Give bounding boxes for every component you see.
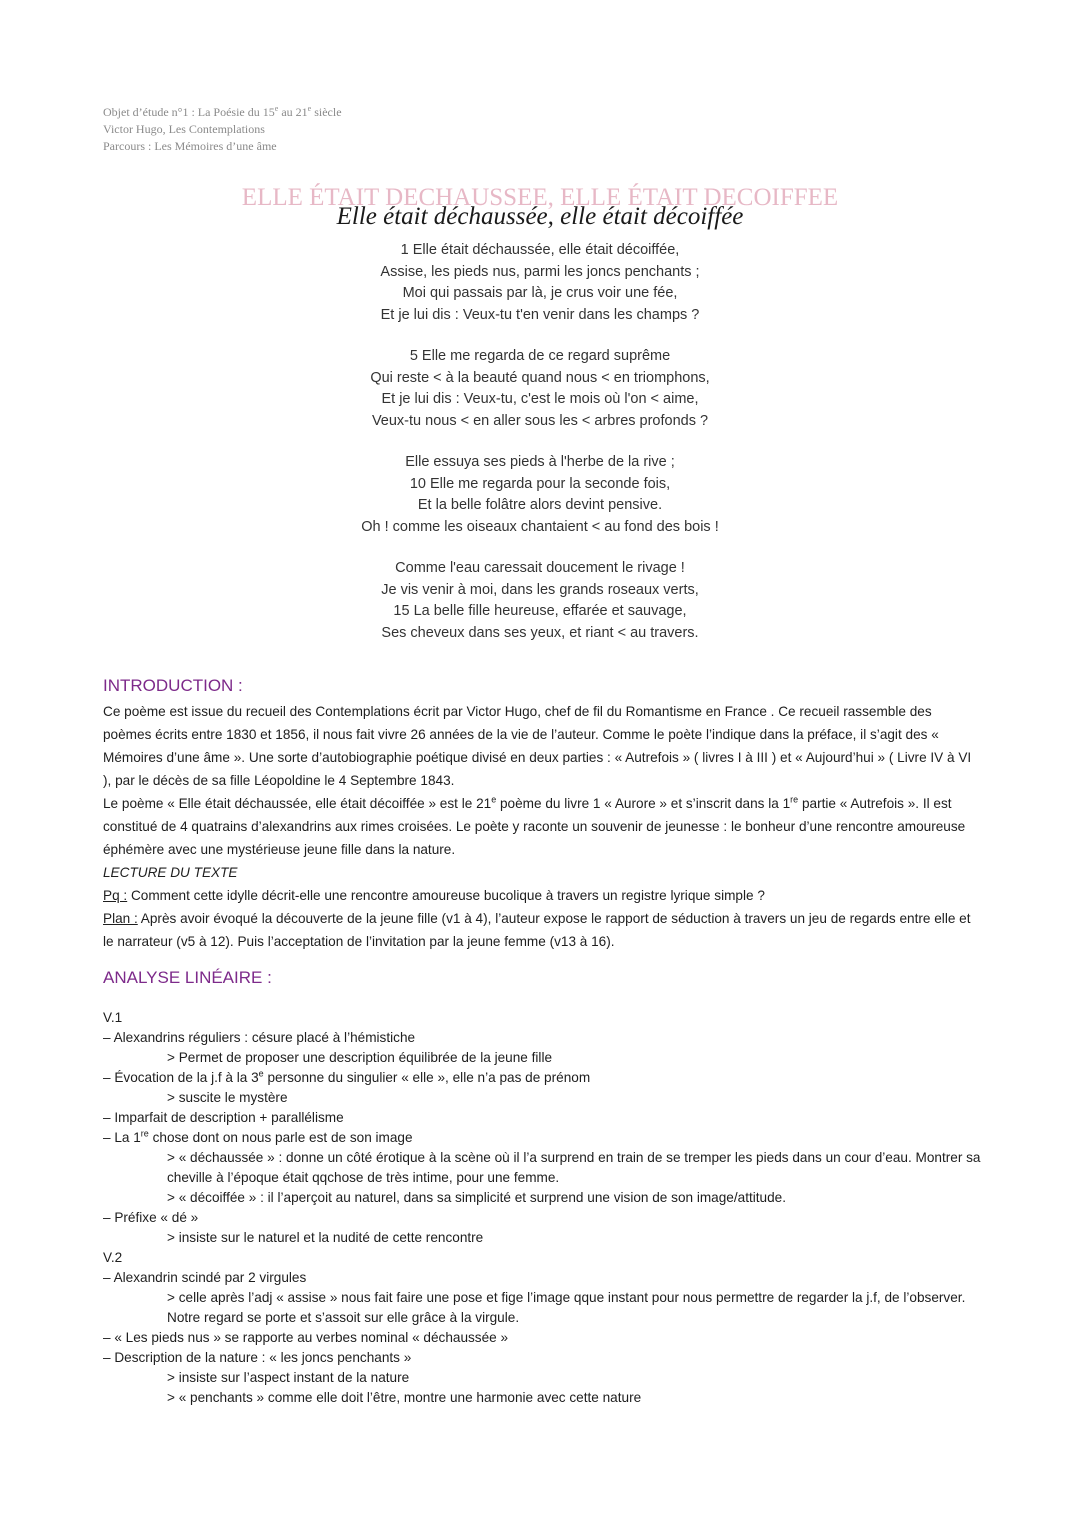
poem-line: Et je lui dis : Veux-tu, c'est le mois où l'on < aime, [381,391,699,407]
analysis-point: – Préfixe « dé » [103,1210,199,1225]
poem-line: 5 Elle me regarda de ce regard suprême [409,348,671,364]
title-upper: ELLE ÉTAIT DECHAUSSEE, ELLE ÉTAIT DECOIFFEE [241,184,839,211]
analysis-point: – Alexandrins réguliers : césure placé à l’hémistiche [103,1030,416,1045]
poem-line: 15 La belle fille heureuse, effarée et sauvage, [393,603,687,619]
poem-line: Et la belle folâtre alors devint pensive. [417,497,663,513]
header-subject: Objet d’étude n°1 : La Poésie du 15e au 21e siècle [103,104,342,119]
analysis-subpoint: > insiste sur l’aspect instant de la nature [167,1370,410,1385]
stanza [0,346,1080,432]
verse-label: V.2 [103,1250,123,1265]
analysis-subpoint: > « déchaussée » : donne un côté érotique à la scène où il l’a surprend en train de se tremper les pieds dans un cour d’eau. Montrer sa cheville à l’époque était qqchose de très intime, pour une femme. [167,1150,981,1185]
plan: Plan : Après avoir évoqué la découverte de la jeune fille (v1 à 4), l’auteur expose le rapport de séduction à travers un jeu de regards entre elle et le narrateur (v5 à 12). Puis l’acceptation de l’invitation par la jeune femme (v13 à 16). [103,911,971,949]
analysis-point: – Description de la nature : « les joncs penchants » [103,1350,412,1365]
analysis-subpoint: > celle après l’adj « assise » nous fait faire une pose et fige l’image qque instant pour nous permettre de regarder la j.f, de l’observer. Notre regard se porte et s’assoit sur elle grâce à la virgule. [167,1290,966,1325]
analysis-point: – Imparfait de description + parallélisme [103,1110,344,1125]
poem-line: Ses cheveux dans ses yeux, et riant < au travers. [381,624,699,641]
poem-line: Elle essuya ses pieds à l'herbe de la rive ; [405,454,675,470]
analysis-point: – « Les pieds nus » se rapporte au verbes nominal « déchaussée » [103,1330,509,1345]
verse-label: V.1 [103,1010,123,1025]
analysis-subpoint: > insiste sur le naturel et la nudité de cette rencontre [167,1230,484,1245]
poem-line: Et je lui dis : Veux-tu t'en venir dans les champs ? [380,306,700,323]
stanza [0,558,1080,644]
analysis-heading: ANALYSE LINÉAIRE : [103,968,272,987]
poem-line: Moi qui passais par là, je crus voir une fée, [402,285,678,301]
analysis-point: – Évocation de la j.f à la 3e personne du singulier « elle », elle n’a pas de prénom [103,1068,591,1085]
poem-line: Je vis venir à moi, dans les grands roseaux verts, [381,581,699,598]
analysis-subpoint: > suscite le mystère [167,1090,288,1105]
header-parcours: Parcours : Les Mémoires d’une âme [103,139,277,153]
poem-line: 1 Elle était déchaussée, elle était décoiffée, [400,242,680,258]
poem-line: Qui reste < à la beauté quand nous < en triomphons, [370,369,710,386]
stanza [0,452,1080,538]
stanza [0,240,1080,326]
intro-paragraph: Ce poème est issue du recueil des Contemplations écrit par Victor Hugo, chef de fil du Romantisme en France . Ce recueil rassemble des poèmes écrits entre 1830 et 1856, il nous fait vivre 26 années de la vie de l’auteur. Comme le poète l’indique dans la préface, il s’agit des « Mémoires d’une âme ». Une sorte d’autobiographie poétique divisé en deux parties : « Autrefois » ( livres I à III ) et « Aujourd’hui » ( Livre IV à VI ), par le décès de sa fille Léopoldine le 4 Septembre 1843. [103,704,972,788]
analysis-point: – Alexandrin scindé par 2 virgules [103,1270,307,1285]
introduction-body [103,700,983,953]
document-header [103,104,342,155]
analysis-subpoint: > « penchants » comme elle doit l’être, montre une harmonie avec cette nature [167,1390,642,1405]
problematique: Pq : Comment cette idylle décrit-elle une rencontre amoureuse bucolique à travers un registre lyrique simple ? [103,888,765,903]
poem [0,240,1080,664]
introduction-heading: INTRODUCTION : [103,676,243,695]
lecture-label: LECTURE DU TEXTE [103,865,238,880]
poem-line: Oh ! comme les oiseaux chantaient < au fond des bois ! [361,518,719,535]
analysis-subpoint: > Permet de proposer une description équilibrée de la jeune fille [167,1050,553,1065]
analysis-subpoint: > « décoiffée » : il l’aperçoit au naturel, dans sa simplicité et surprend une vision de son image/attitude. [167,1190,787,1205]
analysis-point: – La 1re chose dont on nous parle est de son image [103,1128,413,1145]
intro-paragraph: Le poème « Elle était déchaussée, elle était décoiffée » est le 21e poème du livre 1 « Aurore » et s’inscrit dans la 1re partie « Autrefois ». Il est constitué de 4 quatrains d’alexandrins aux rimes croisées. Le poète y raconte un souvenir de jeunesse : le bonheur d’une rencontre amoureuse éphémère avec une mystérieuse jeune fille dans la nature. [103,794,966,857]
poem-line: 10 Elle me regarda pour la seconde fois, [409,475,671,492]
header-work: Victor Hugo, Les Contemplations [103,122,265,136]
analysis-body [103,1008,983,1408]
poem-line: Veux-tu nous < en aller sous les < arbres profonds ? [371,412,709,429]
poem-line: Comme l'eau caressait doucement le rivage ! [395,560,685,576]
poem-title: Elle était déchaussée, elle était décoiffée [336,203,744,230]
poem-line: Assise, les pieds nus, parmi les joncs penchants ; [380,263,700,280]
